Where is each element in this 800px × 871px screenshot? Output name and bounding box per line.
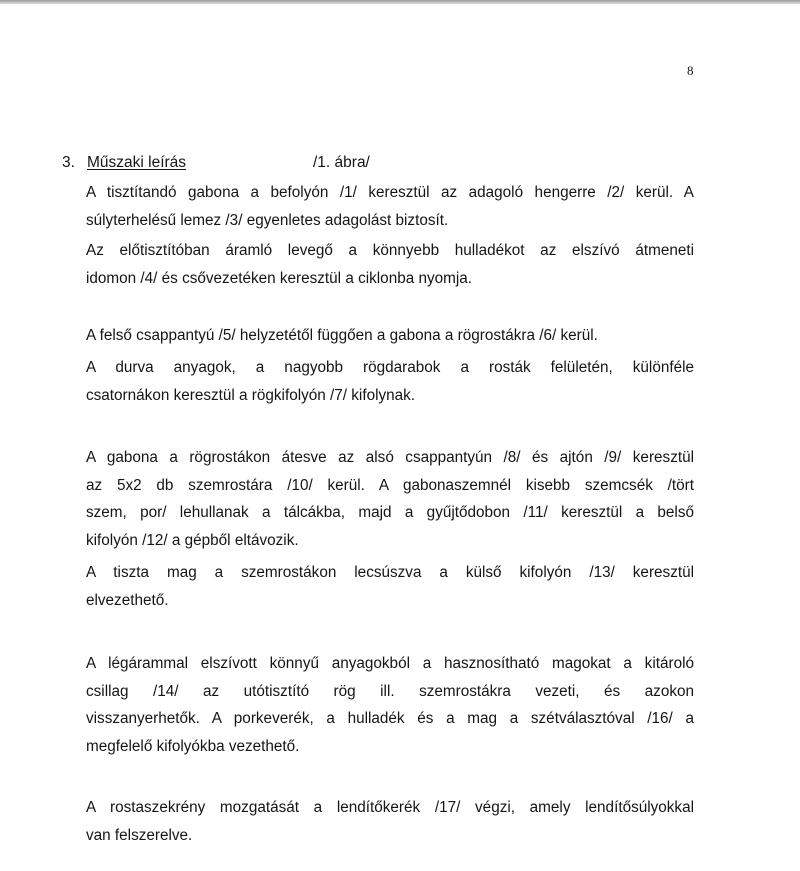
text-line: súlyterhelésű lemez /3/ egyenletes adagolást biztosít. <box>86 211 449 229</box>
paragraph-coarse-material <box>86 354 694 409</box>
paragraph-sieve-box <box>86 794 694 849</box>
figure-reference: /1. ábra/ <box>313 154 370 171</box>
text-line: kifolyón /12/ a gépből eltávozik. <box>86 531 299 549</box>
text-line: A tisztítandó gabona a befolyón /1/ keresztül az adagoló hengerre /2/ kerül. A <box>86 184 694 201</box>
paragraph-sieves <box>86 444 694 554</box>
text-line: A légárammal elszívott könnyű anyagokból a hasznosítható magokat a kitároló <box>86 655 694 672</box>
text-line: megfelelő kifolyókba vezethető. <box>86 737 300 755</box>
text-line: A tiszta mag a szemrostákon lecsúszva a külső kifolyón /13/ keresztül <box>86 564 694 581</box>
text-line: az 5x2 db szemrostára /10/ kerül. A gabonaszemnél kisebb szemcsék /tört <box>86 476 694 494</box>
text-line: A rostaszekrény mozgatását a lendítőkerék /17/ végzi, amely lendítősúlyokkal <box>86 799 694 816</box>
paragraph-preclean <box>86 237 694 292</box>
text-line: A gabona a rögrostákon átesve az alsó csappantyún /8/ és ajtón /9/ keresztül <box>86 449 694 466</box>
section-number: 3. <box>62 154 75 171</box>
text-line: A felső csappantyú /5/ helyzetétől függően a gabona a rögrostákra /6/ kerül. <box>86 327 598 344</box>
paragraph-upper-flap <box>86 322 694 350</box>
text-line: szem, por/ lehullanak a tálcákba, majd a gyűjtődobon /11/ keresztül a belső <box>86 504 694 521</box>
text-line: van felszerelve. <box>86 826 193 844</box>
text-line: A durva anyagok, a nagyobb rögdarabok a rosták felületén, különféle <box>86 359 694 376</box>
paragraph-air-stream <box>86 650 694 760</box>
text-line: idomon /4/ és csővezetéken keresztül a ciklonba nyomja. <box>86 269 473 287</box>
text-line: Az előtisztítóban áramló levegő a könnyebb hulladékot az elszívó átmeneti <box>86 242 694 259</box>
text-line: csatornákon keresztül a rögkifolyón /7/ kifolynak. <box>86 386 416 404</box>
text-line: visszanyerhetők. A porkeverék, a hulladék és a mag a szétválasztóval /16/ a <box>86 710 694 727</box>
section-heading <box>62 153 370 173</box>
text-line: csillag /14/ az utótisztító rög ill. szemrostákra vezeti, és azokon <box>86 682 694 700</box>
section-title: Műszaki leírás <box>87 154 187 171</box>
paragraph-feed <box>86 179 694 234</box>
text-line: elvezethető. <box>86 591 169 609</box>
paragraph-clean-grain <box>86 559 694 614</box>
page-number: 8 <box>687 63 694 78</box>
scan-top-edge <box>0 0 800 4</box>
